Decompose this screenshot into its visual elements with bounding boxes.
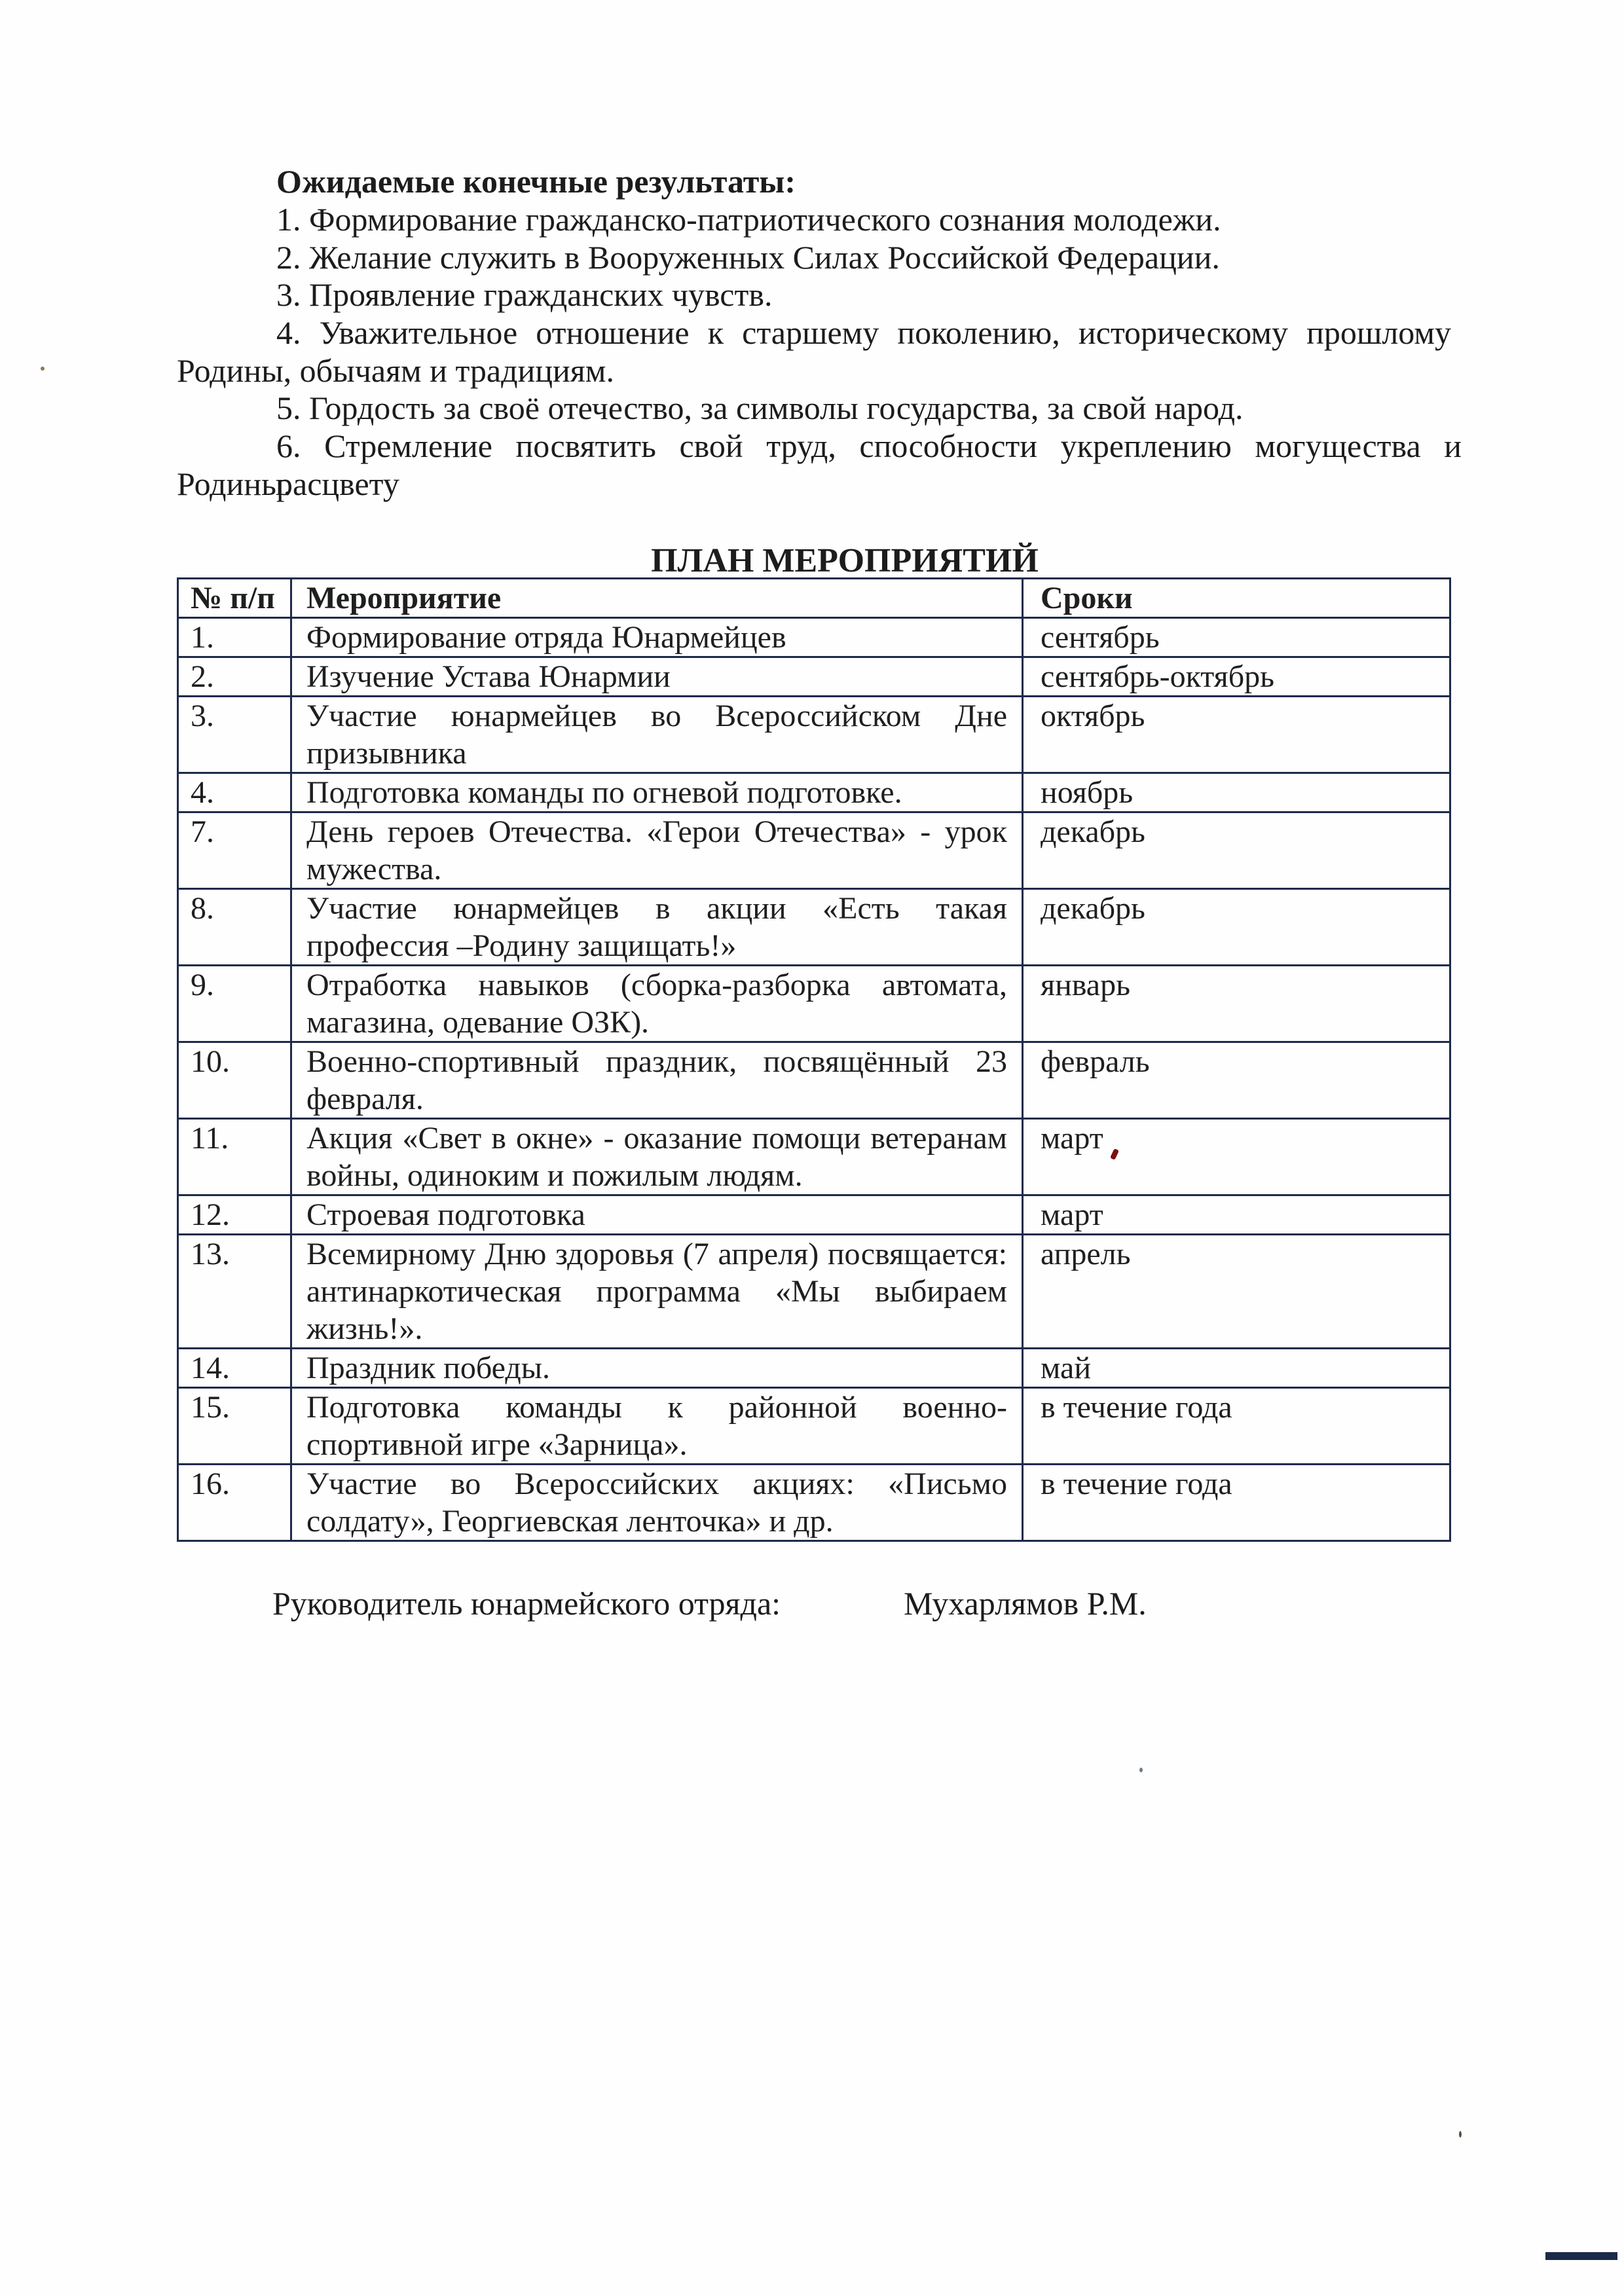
table-header-row [178, 579, 1450, 618]
row-event: Отработка навыков (сборка-разборка автомата, магазина, одевание ОЗК). [291, 966, 1023, 1042]
header-term: Сроки [1023, 579, 1450, 618]
header-event: Мероприятие [291, 579, 1023, 618]
row-event: Подготовка команды к районной военно-спортивной игре «Зарница». [291, 1388, 1023, 1465]
row-event: Подготовка команды по огневой подготовке. [291, 773, 1023, 812]
row-num: 12. [178, 1195, 291, 1235]
table-row [178, 812, 1450, 889]
plan-title [0, 542, 1624, 580]
table-row [178, 697, 1450, 773]
row-event: Участие юнармейцев во Всероссийском Дне призывника [291, 697, 1023, 773]
table-row [178, 1388, 1450, 1465]
scan-speck [1459, 2131, 1462, 2138]
scan-speck [41, 367, 45, 371]
row-term: декабрь [1023, 889, 1450, 966]
table-row [178, 657, 1450, 697]
signature-name: Мухарлямов Р.М. [904, 1585, 1147, 1622]
row-num: 4. [178, 773, 291, 812]
result-item-4-cont: Родины, обычаям и традициям. [177, 352, 614, 389]
row-num: 7. [178, 812, 291, 889]
row-term: март [1023, 1195, 1450, 1235]
table-row [178, 1465, 1450, 1541]
row-num: 13. [178, 1235, 291, 1349]
table-row [178, 1349, 1450, 1388]
row-term: в течение года [1023, 1388, 1450, 1465]
row-num: 1. [178, 618, 291, 657]
signature-role: Руководитель юнармейского отряда: [272, 1585, 781, 1622]
row-term: октябрь [1023, 697, 1450, 773]
row-num: 16. [178, 1465, 291, 1541]
row-num: 9. [178, 966, 291, 1042]
table-row [178, 618, 1450, 657]
row-term: сентябрь [1023, 618, 1450, 657]
table-row [178, 1195, 1450, 1235]
table-row [178, 773, 1450, 812]
row-event: Праздник победы. [291, 1349, 1023, 1388]
row-num: 14. [178, 1349, 291, 1388]
row-event: Военно-спортивный праздник, посвящённый 23 февраля. [291, 1042, 1023, 1119]
row-event: Акция «Свет в окне» - оказание помощи ветеранам войны, одиноким и пожилым людям. [291, 1119, 1023, 1195]
result-item-6-cont: Родины. [177, 465, 292, 502]
table-row [178, 1235, 1450, 1349]
row-event: Строевая подготовка [291, 1195, 1023, 1235]
row-num: 8. [178, 889, 291, 966]
plan-title-text: ПЛАН МЕРОПРИЯТИЙ [651, 542, 1039, 579]
row-term: ноябрь [1023, 773, 1450, 812]
row-event: День героев Отечества. «Герои Отечества» - урок мужества. [291, 812, 1023, 889]
table-row [178, 1119, 1450, 1195]
scan-edge-mark [1545, 2252, 1617, 2260]
result-item-4: 4. Уважительное отношение к старшему поколению, историческому прошлому [276, 314, 1451, 351]
table-row [178, 1042, 1450, 1119]
row-term: март [1023, 1119, 1450, 1195]
row-event: Всемирному Дню здоровья (7 апреля) посвящается: антинаркотическая программа «Мы выбираем жизнь!». [291, 1235, 1023, 1349]
row-term: сентябрь-октябрь [1023, 657, 1450, 697]
row-term: май [1023, 1349, 1450, 1388]
row-term: апрель [1023, 1235, 1450, 1349]
scan-speck [1139, 1768, 1143, 1772]
row-term: декабрь [1023, 812, 1450, 889]
row-term: в течение года [1023, 1465, 1450, 1541]
results-heading: Ожидаемые конечные результаты: [276, 163, 796, 200]
row-event: Участие юнармейцев в акции «Есть такая профессия –Родину защищать!» [291, 889, 1023, 966]
result-item-1: 1. Формирование гражданско-патриотического сознания молодежи. [276, 201, 1221, 238]
row-num: 15. [178, 1388, 291, 1465]
result-item-3: 3. Проявление гражданских чувств. [276, 276, 773, 313]
row-num: 3. [178, 697, 291, 773]
table-row [178, 966, 1450, 1042]
row-num: 11. [178, 1119, 291, 1195]
table-row [178, 889, 1450, 966]
result-item-2: 2. Желание служить в Вооруженных Силах Российской Федерации. [276, 239, 1220, 276]
row-term: январь [1023, 966, 1450, 1042]
row-num: 2. [178, 657, 291, 697]
row-num: 10. [178, 1042, 291, 1119]
row-event: Участие во Всероссийских акциях: «Письмо солдату», Георгиевская ленточка» и др. [291, 1465, 1023, 1541]
row-event: Формирование отряда Юнармейцев [291, 618, 1023, 657]
result-item-6: 6. Стремление посвятить свой труд, способности укреплению могущества и расцвету [276, 428, 1462, 502]
row-event: Изучение Устава Юнармии [291, 657, 1023, 697]
header-num: № п/п [178, 579, 291, 618]
result-item-5: 5. Гордость за своё отечество, за символы государства, за свой народ. [276, 390, 1244, 426]
plan-table [177, 577, 1451, 1542]
row-term: февраль [1023, 1042, 1450, 1119]
